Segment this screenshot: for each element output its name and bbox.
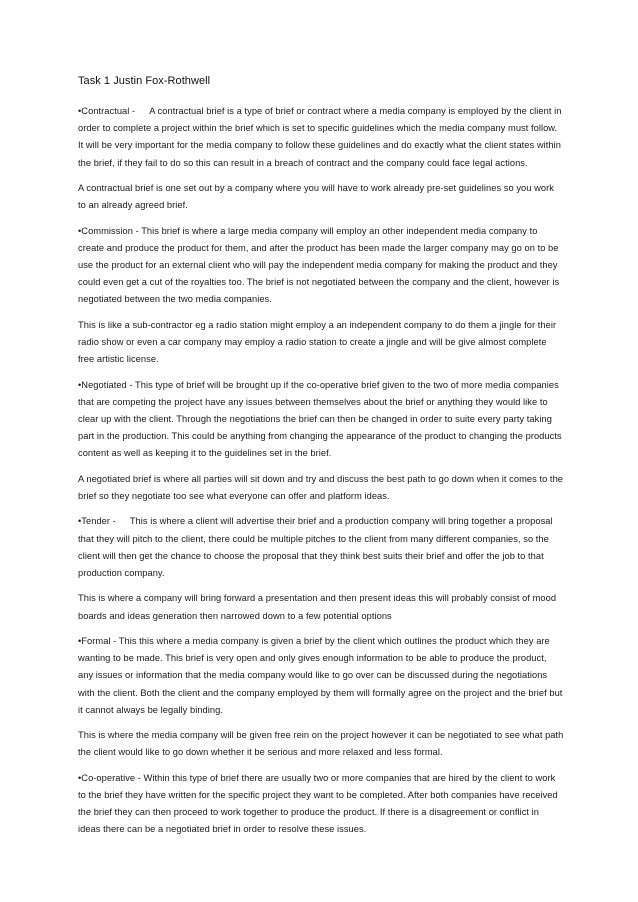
paragraph-lead: •Tender - — [78, 516, 116, 527]
paragraph-text: A contractual brief is a type of brief or contract where a media company is employed by the client in order to complete a project within the brief which is set to specific guidelines which the media company must follow. It will be very important for the media company to follow these guidelines and do exactly what the client states within the brief, if they fail to do so this can result in a breach of contract and the company could face legal actions. — [78, 106, 562, 168]
paragraph-tender — [78, 513, 564, 582]
paragraph-negotiated: •Negotiated - This type of brief will be brought up if the co-operative brief given to the two of more media companies that are competing the project have any issues between themselves about the brief or anything they would like to clear up with the client. Through the negotiations the brief can then be changed in order to suite every party taking part in the production. This could be anything from changing the appearance of the product to changing the products content as well as keeping it to the guidelines set in the brief. — [78, 379, 562, 459]
paragraph-negotiated-note: A negotiated brief is where all parties will sit down and try and discuss the best path to go down when it comes to the brief so they negotiate too see what everyone can offer and platform ideas. — [78, 473, 564, 501]
paragraph-commission-note: This is like a sub-contractor eg a radio station might employ a an independent company to do them a jingle for their radio show or even a car company may employ a radio station to create a jingle and will be give almost complete free artistic license. — [78, 319, 557, 365]
paragraph-lead: •Contractual - — [78, 106, 136, 116]
paragraph-contractual-note: A contractual brief is one set out by a company where you will have to work already pre-set guidelines so you work to an already agreed brief. — [78, 183, 554, 211]
paragraph-formal-note: This is where the media company will be given free rein on the project however it can be negotiated to see what path the client would like to go down whether it be serious and more relaxed and less formal. — [78, 730, 564, 758]
paragraph-formal: •Formal - This this where a media company is given a brief by the client which outlines the product which they are wanting to be made. This brief is very open and only gives enough information to be able to produce the product, any issues or information that the media company would like to go over can be discussed during the negotiations with the client. Both the client and the company employed by them will formally agree on the project and the brief but it cannot always be legally binding. — [78, 635, 563, 715]
paragraph-tender-note: This is where a company will bring forward a presentation and then present ideas this will probably consist of mood boards and ideas generation then narrowed down to a few potential options — [78, 593, 557, 621]
document-title: Task 1 Justin Fox-Rothwell — [78, 75, 211, 87]
paragraph-co-operative: •Co-operative - Within this type of brief there are usually two or more companies that are hired by the client to work to the brief they have written for the specific project they want to be completed. After both companies have received the brief they can then proceed to work together to produce the product. If there is a disagreement or conflict in ideas there can be a negotiated brief in order to resolve these issues. — [78, 772, 558, 835]
paragraph-text: This is where a client will advertise their brief and a production company will bring together a proposal that they will pitch to the client, there could be multiple pitches to the client from many different companies, so the client will then get the chance to choose the proposal that they think best suits their brief and offer the job to that production company. — [78, 516, 553, 578]
document-page — [78, 73, 564, 847]
paragraph-contractual — [78, 103, 564, 172]
paragraph-commission: •Commission - This brief is where a large media company will employ an other independent media company to create and produce the product for them, and after the product has been made the larger company may go on to be use the product for an external client who will pay the independent media company for making the product and they could even get a cut of the royalties too. The brief is not negotiated between the company and the client, however is negotiated between the two media companies. — [78, 225, 560, 305]
